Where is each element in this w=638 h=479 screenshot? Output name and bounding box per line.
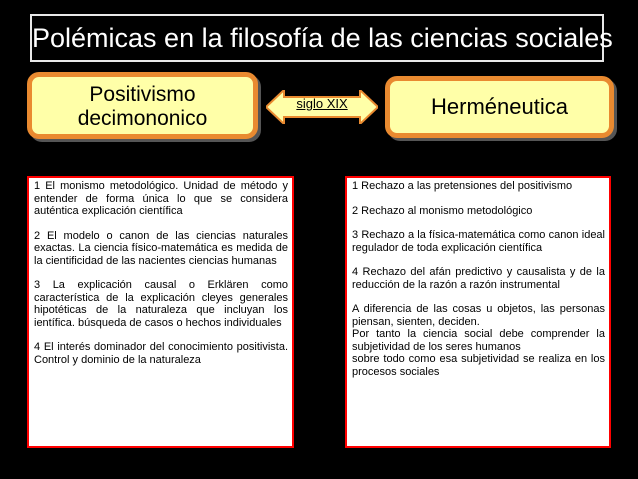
hermeneutica-label: Herméneutica <box>431 94 568 119</box>
list-item: 2 El modelo o canon de las ciencias naturales exactas. La ciencia físico-matemática es medida de la cientificidad de las nacientes ciencias humanas <box>34 229 288 267</box>
list-item: 1 El monismo metodológico. Unidad de método y entender de forma única lo que se considera auténtica explicación científica <box>34 180 288 217</box>
siglo-label: siglo XIX <box>296 96 348 111</box>
list-item: 4 El interés dominador del conocimiento positivista. Control y dominio de la naturaleza <box>34 341 288 366</box>
list-item: 2 Rechazo al monismo metodológico <box>352 204 533 217</box>
positivismo-line1: Positivismo <box>89 83 196 106</box>
list-item: 3 La explicación causal o Erklären como característica de la explicación cleyes generales hipotéticas de la naturaleza que incluyan los ientífica. búsqueda de casos o hechos individuales <box>34 279 288 329</box>
double-arrow <box>266 90 378 124</box>
closing-line: A diferencia de las cosas u objetos, las personas piensan, sienten, deciden. <box>352 303 605 328</box>
closing-line: Por tanto la ciencia social debe comprender la subjetividad de los seres humanos <box>352 328 605 353</box>
positivismo-box <box>27 72 258 139</box>
positivismo-line2: decimononico <box>77 107 208 130</box>
hermeneutica-panel <box>345 176 611 448</box>
slide-title: Polémicas en la filosofía de las ciencias sociales <box>30 14 604 62</box>
list-item: 3 Rechazo a la física-matemática como canon ideal regulador de toda explicación científica <box>352 229 605 254</box>
list-item: 4 Rechazo del afán predictivo y causalista y de la reducción de la razón a razón instrumental <box>352 266 605 291</box>
hermeneutica-box <box>385 76 614 138</box>
list-item: 1 Rechazo a las pretensiones del positivismo <box>352 180 573 192</box>
closing-line: sobre todo como esa subjetividad se realiza en los procesos sociales <box>352 353 605 378</box>
positivismo-panel <box>27 176 294 448</box>
